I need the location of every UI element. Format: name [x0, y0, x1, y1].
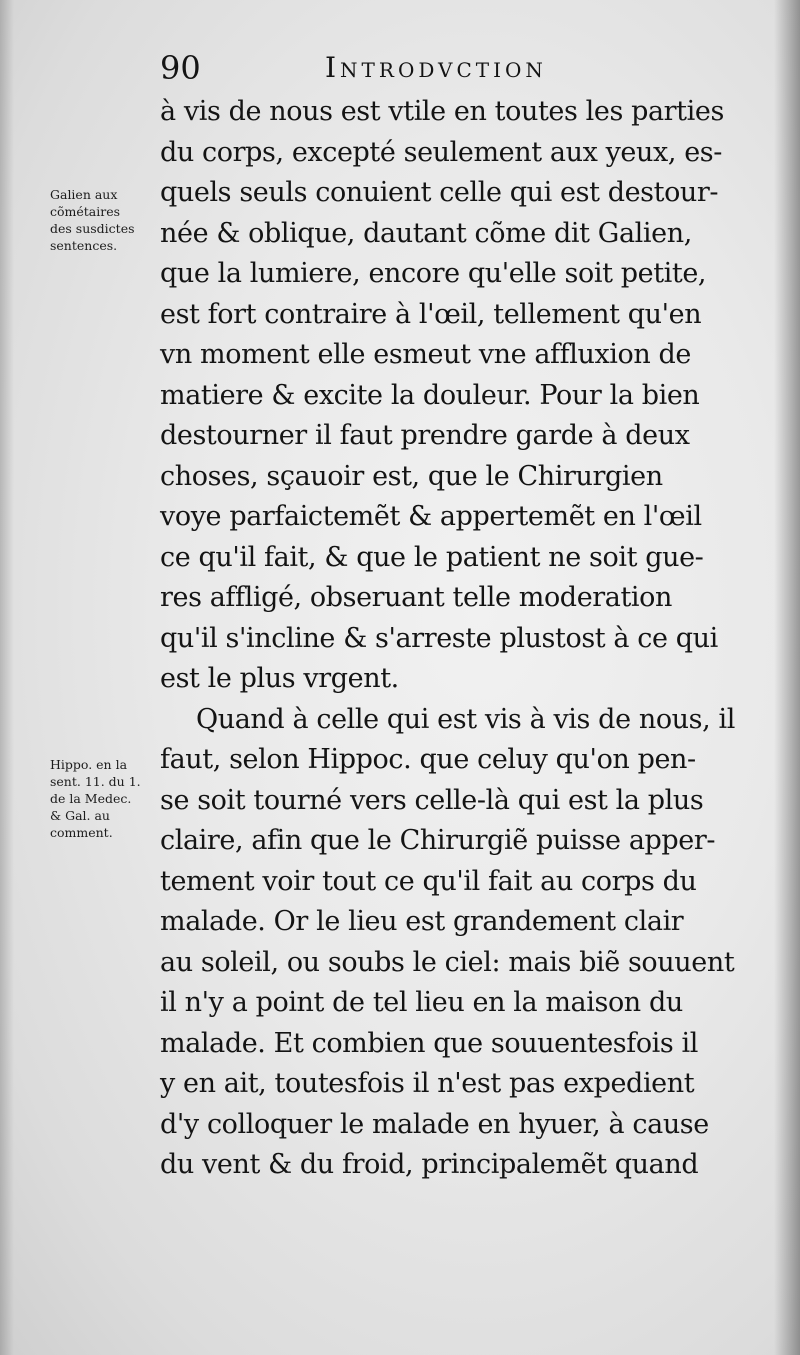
- text-line: malade. Or le lieu est grandement clair: [160, 906, 684, 937]
- text-line: res affligé, obseruant telle moderation: [160, 582, 673, 613]
- text-line: choses, sçauoir est, que le Chirurgien: [160, 460, 663, 492]
- text-line: matiere & excite la douleur. Pour la bien: [160, 379, 700, 411]
- marginal-note-line: Galien aux: [50, 187, 118, 202]
- marginal-note-line: & Gal. au: [50, 808, 110, 823]
- text-line: d'y colloquer le malade en hyuer, à cause: [160, 1108, 709, 1140]
- text-line: malade. Et combien que souuentesfois il: [160, 1027, 699, 1059]
- text-line: née & oblique, dautant cõme dit Galien,: [160, 217, 692, 249]
- marginal-note-line: sentences.: [50, 238, 118, 253]
- marginal-note: [50, 756, 141, 841]
- text-line: il n'y a point de tel lieu en la maison du: [160, 987, 683, 1018]
- marginal-note-line: cõmétaires: [50, 204, 121, 219]
- text-line: qu'il s'incline & s'arreste plustost à ce qui: [160, 622, 718, 654]
- marginal-note-line: sent. 11. du 1.: [50, 774, 141, 789]
- marginal-note-line: des susdictes: [50, 221, 135, 236]
- text-line: quels seuls conuient celle qui est destour-: [160, 177, 719, 208]
- marginal-note-line: de la Medec.: [50, 791, 132, 806]
- text-line: voye parfaictemẽt & appertemẽt en l'œil: [160, 501, 702, 532]
- paragraph-first-line: Quand à celle qui est vis à vis de nous, il: [196, 703, 735, 735]
- page-number: 90: [160, 49, 201, 87]
- text-line: faut, selon Hippoc. que celuy qu'on pen-: [160, 744, 696, 775]
- page-header: [160, 46, 640, 90]
- text-line: que la lumiere, encore qu'elle soit petite,: [160, 258, 707, 289]
- text-line: est le plus vrgent.: [160, 663, 399, 694]
- running-head: Introdvction: [325, 51, 547, 84]
- text-line: à vis de nous est vtile en toutes les parties: [160, 96, 724, 127]
- text-line: ce qu'il fait, & que le patient ne soit gue-: [160, 541, 704, 573]
- text-line: destourner il faut prendre garde à deux: [160, 420, 690, 451]
- text-line: du corps, excepté seulement aux yeux, es-: [160, 136, 722, 168]
- text-line: se soit tourné vers celle-là qui est la plus: [160, 784, 704, 816]
- marginal-note-line: Hippo. en la: [50, 757, 128, 772]
- text-line: vn moment elle esmeut vne affluxion de: [160, 339, 691, 370]
- text-line: claire, afin que le Chirurgiẽ puisse apper-: [160, 825, 716, 856]
- body-text: [160, 92, 770, 1186]
- marginal-note: [50, 186, 135, 254]
- text-line: tement voir tout ce qu'il fait au corps du: [160, 865, 697, 897]
- text-line: du vent & du froid, principalemẽt quand: [160, 1149, 699, 1180]
- text-line: est fort contraire à l'œil, tellement qu'en: [160, 298, 702, 330]
- text-line: y en ait, toutesfois il n'est pas expedient: [160, 1068, 695, 1099]
- text-line: au soleil, ou soubs le ciel: mais biẽ souuent: [160, 946, 735, 978]
- marginal-note-line: comment.: [50, 825, 113, 840]
